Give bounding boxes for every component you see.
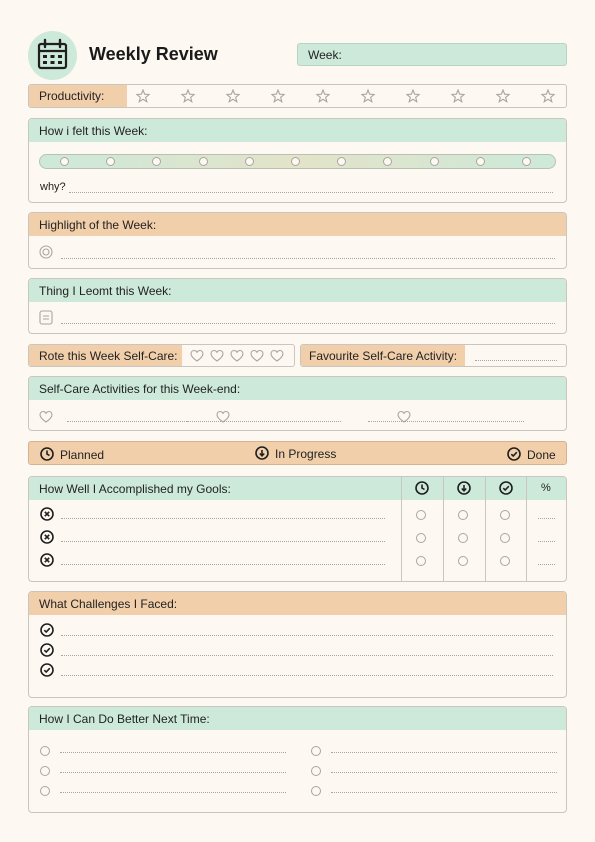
highlight-title — [29, 213, 566, 236]
felt-title-text: How i felt this Week: — [39, 123, 148, 138]
check-circle-icon — [40, 643, 54, 657]
mood-point[interactable] — [383, 157, 392, 166]
goal-percent-line[interactable] — [538, 564, 555, 565]
productivity-label — [29, 85, 127, 107]
star-icon[interactable] — [271, 89, 285, 103]
mood-point[interactable] — [476, 157, 485, 166]
weekend-section — [28, 376, 567, 431]
mood-point[interactable] — [291, 157, 300, 166]
mood-slider[interactable] — [39, 154, 556, 169]
goal-status-radio[interactable] — [458, 510, 468, 520]
goals-col-divider-2 — [443, 477, 444, 581]
weekend-title-text: Self-Care Activities for this Week-end: — [39, 381, 241, 396]
highlight-section — [28, 212, 567, 269]
check-circle-icon — [40, 623, 54, 637]
goal-status-radio[interactable] — [416, 533, 426, 543]
goals-percent-header: % — [541, 482, 551, 494]
why-label: why? — [40, 181, 66, 193]
selfcare-rate-label — [29, 345, 182, 366]
heart-icon[interactable] — [190, 349, 204, 362]
legend-planned: Planned — [60, 448, 105, 462]
mood-point[interactable] — [245, 157, 254, 166]
challenge-line[interactable] — [61, 655, 553, 656]
star-icon[interactable] — [181, 89, 195, 103]
challenge-line[interactable] — [61, 675, 553, 676]
clock-icon — [40, 447, 54, 461]
star-icon[interactable] — [136, 89, 150, 103]
goals-title-text: How Well I Accomplished my Gools: — [39, 481, 231, 496]
calendar-badge — [28, 31, 77, 80]
better-item-radio[interactable] — [40, 786, 50, 796]
star-icon[interactable] — [226, 89, 240, 103]
favourite-line[interactable] — [475, 360, 557, 361]
target-icon — [39, 245, 53, 259]
better-item-radio[interactable] — [40, 746, 50, 756]
star-icon[interactable] — [451, 89, 465, 103]
mood-point[interactable] — [522, 157, 531, 166]
felt-title — [29, 119, 566, 142]
learnt-section — [28, 278, 567, 334]
x-circle-icon — [40, 553, 54, 567]
learnt-title — [29, 279, 566, 302]
star-icon[interactable] — [406, 89, 420, 103]
note-icon — [39, 310, 53, 325]
challenges-section — [28, 591, 567, 698]
better-title — [29, 707, 566, 730]
week-label: Week: — [308, 47, 342, 62]
better-item-line[interactable] — [60, 792, 286, 793]
goals-section — [28, 476, 567, 582]
heart-icon[interactable] — [270, 349, 284, 362]
goal-status-radio[interactable] — [500, 510, 510, 520]
weekend-heart-icon[interactable] — [39, 410, 53, 423]
better-item-line[interactable] — [331, 772, 557, 773]
weekend-title — [29, 377, 566, 400]
favourite-label-text: Favourite Self-Care Activity: — [309, 348, 458, 363]
goals-clock-icon — [415, 481, 429, 495]
why-line[interactable] — [69, 192, 553, 193]
selfcare-rate-label-text: Rote this Week Self-Care: — [39, 348, 178, 363]
better-item-line[interactable] — [331, 792, 557, 793]
arrow-down-circle-icon — [255, 446, 269, 460]
legend-done: Done — [527, 448, 556, 462]
better-section — [28, 706, 567, 813]
goal-status-radio[interactable] — [458, 556, 468, 566]
better-item-radio[interactable] — [40, 766, 50, 776]
goal-line[interactable] — [61, 541, 385, 542]
favourite-activity — [300, 344, 567, 367]
mood-point[interactable] — [337, 157, 346, 166]
better-item-line[interactable] — [60, 772, 286, 773]
star-icon[interactable] — [316, 89, 330, 103]
productivity-label-text: Productivity: — [39, 89, 105, 103]
better-item-line[interactable] — [331, 752, 557, 753]
highlight-title-text: Highlight of the Week: — [39, 217, 157, 232]
status-legend — [28, 441, 567, 465]
mood-point[interactable] — [106, 157, 115, 166]
goal-status-radio[interactable] — [416, 510, 426, 520]
weekend-activity-line[interactable] — [187, 421, 341, 422]
goals-col-divider-3 — [485, 477, 486, 581]
goals-done-icon — [499, 481, 513, 495]
selfcare-rate — [28, 344, 295, 367]
goals-progress-icon — [457, 481, 471, 495]
goals-col-divider-4 — [526, 477, 527, 581]
star-icon[interactable] — [361, 89, 375, 103]
better-item-radio[interactable] — [311, 746, 321, 756]
heart-icon[interactable] — [210, 349, 224, 362]
goal-line[interactable] — [61, 518, 385, 519]
goal-status-radio[interactable] — [500, 533, 510, 543]
challenges-title-text: What Challenges I Faced: — [39, 596, 178, 611]
goal-status-radio[interactable] — [458, 533, 468, 543]
mood-point[interactable] — [152, 157, 161, 166]
challenge-line[interactable] — [61, 635, 553, 636]
felt-section — [28, 118, 567, 203]
heart-icon[interactable] — [230, 349, 244, 362]
check-circle-icon — [40, 663, 54, 677]
star-icon[interactable] — [541, 89, 555, 103]
week-field[interactable] — [297, 43, 567, 66]
productivity-bar — [28, 84, 567, 108]
learnt-line[interactable] — [61, 323, 555, 324]
learnt-title-text: Thing I Leomt this Week: — [39, 283, 172, 298]
x-circle-icon — [40, 530, 54, 544]
goal-percent-line[interactable] — [538, 518, 555, 519]
goal-status-radio[interactable] — [500, 556, 510, 566]
x-circle-icon — [40, 507, 54, 521]
goal-percent-line[interactable] — [538, 541, 555, 542]
goal-status-radio[interactable] — [416, 556, 426, 566]
goal-line[interactable] — [61, 564, 385, 565]
mood-point[interactable] — [199, 157, 208, 166]
mood-point[interactable] — [430, 157, 439, 166]
heart-icon[interactable] — [250, 349, 264, 362]
goals-col-divider-1 — [401, 477, 402, 581]
favourite-label — [301, 345, 465, 366]
better-item-radio[interactable] — [311, 786, 321, 796]
check-circle-icon — [507, 447, 521, 461]
weekend-activity-line[interactable] — [368, 421, 524, 422]
better-item-line[interactable] — [60, 752, 286, 753]
challenges-title — [29, 592, 566, 615]
better-item-radio[interactable] — [311, 766, 321, 776]
mood-point[interactable] — [60, 157, 69, 166]
legend-in-progress: In Progress — [275, 447, 337, 461]
highlight-line[interactable] — [61, 258, 555, 259]
calendar-icon — [28, 31, 77, 80]
page-title: Weekly Review — [89, 44, 218, 64]
better-title-text: How I Can Do Better Next Time: — [39, 711, 210, 726]
star-icon[interactable] — [496, 89, 510, 103]
